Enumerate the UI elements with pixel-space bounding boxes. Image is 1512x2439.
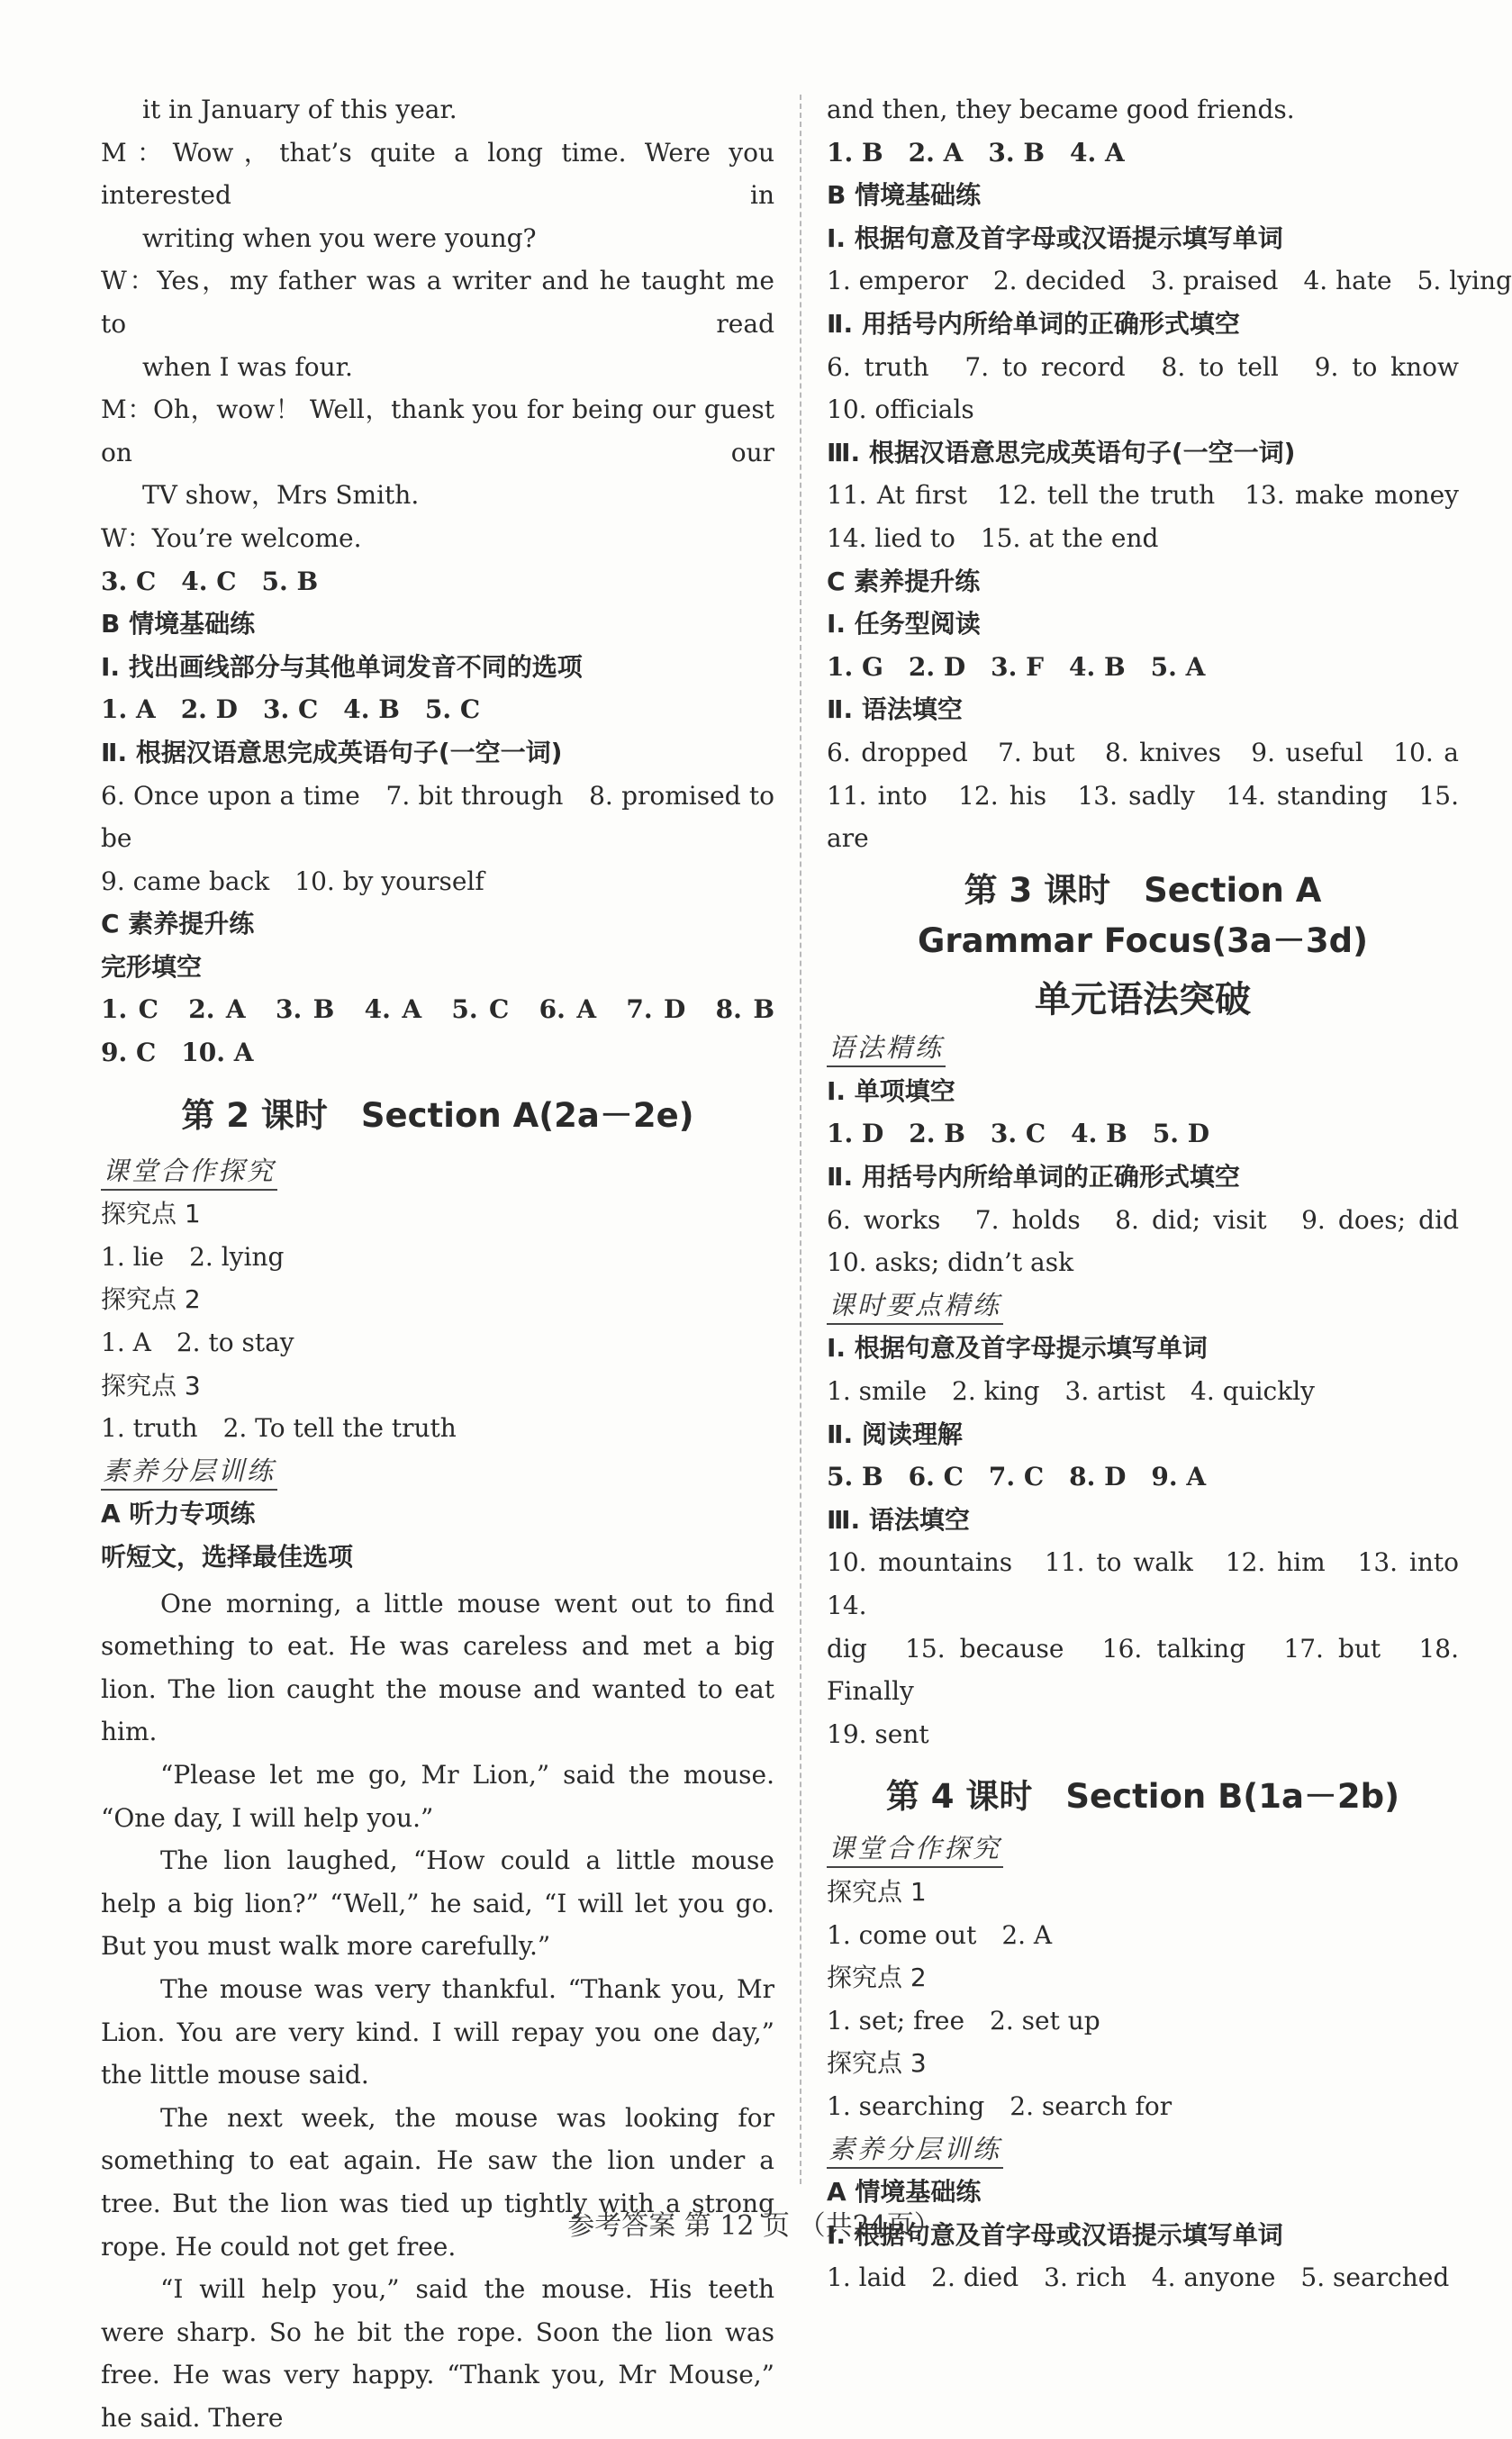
lesson-title: 第 4 课时 Section B(1a－2b): [885, 1777, 1400, 1817]
exercise-heading: Ⅰ. 任务型阅读: [827, 609, 981, 639]
text-line: 14. lied to 15. at the end: [827, 522, 1159, 553]
text-line: it in January of this year.: [142, 95, 457, 124]
point-label: 探究点 1: [827, 1876, 927, 1907]
answer-line: 1. G 2. D 3. F 4. B 5. A: [827, 651, 1206, 682]
text-line: W：Yes，my father was a writer and he taught me to read: [101, 266, 774, 339]
text-line: W：You’re welcome.: [101, 522, 362, 553]
section-heading: 素养分层训练: [101, 1453, 277, 1491]
exercise-heading: Ⅰ. 单项填空: [827, 1075, 955, 1106]
section-heading-row: [827, 1827, 1459, 1871]
point-label: 探究点 1: [101, 1199, 201, 1229]
exercise-heading: Ⅰ. 根据句意及首字母或汉语提示填写单词: [827, 2219, 1283, 2250]
text-line: 1. searching 2. search for: [827, 2090, 1172, 2121]
text-line: dig 15. because 16. talking 17. but 18. Finally: [827, 1633, 1459, 1707]
text-line: 6. dropped 7. but 8. knives 9. useful 10. a: [827, 737, 1459, 767]
lesson-title: Grammar Focus(3a－3d): [917, 920, 1369, 960]
answer-line: 9. C 10. A: [101, 1038, 254, 1068]
text-line: 6. works 7. holds 8. did; visit 9. does; did: [827, 1204, 1459, 1235]
exercise-heading: Ⅰ. 根据句意及首字母提示填写单词: [827, 1333, 1208, 1364]
passage-paragraph: “Please let me go, Mr Lion,” said the mouse. “One day, I will help you.”: [101, 1759, 774, 1833]
right-column: [827, 88, 1512, 2299]
answer-line: 1. D 2. B 3. C 4. B 5. D: [827, 1119, 1210, 1149]
text-line: 11. At first 12. tell the truth 13. make money: [827, 480, 1459, 511]
exercise-heading: Ⅰ. 根据句意及首字母或汉语提示填写单词: [827, 222, 1283, 253]
exercise-heading: A 听力专项练: [101, 1499, 256, 1529]
answer-line: 1. C 2. A 3. B 4. A 5. C 6. A 7. D 8. B: [101, 994, 774, 1025]
exercise-heading: Ⅱ. 用括号内所给单词的正确形式填空: [827, 1162, 1240, 1192]
text-line: TV show，Mrs Smith.: [142, 480, 420, 511]
exercise-heading: B 情境基础练: [827, 180, 982, 211]
left-column: [101, 88, 774, 2439]
section-heading-row: [101, 1450, 774, 1493]
exercise-heading: B 情境基础练: [101, 609, 256, 639]
lesson-title: 第 3 课时 Section A: [964, 870, 1322, 910]
section-heading-row: [827, 1284, 1459, 1328]
text-line: 1. lie 2. lying: [101, 1241, 285, 1272]
exercise-heading: Ⅱ. 用括号内所给单词的正确形式填空: [827, 308, 1240, 339]
exercise-heading: Ⅱ. 根据汉语意思完成英语句子(一空一词): [101, 737, 563, 767]
text-line: 1. set; free 2. set up: [827, 2005, 1100, 2036]
section-heading-row: [827, 2128, 1459, 2172]
text-line: 6. Once upon a time 7. bit through 8. promised to be: [101, 780, 774, 854]
answer-line: 1. B 2. A 3. B 4. A: [827, 137, 1125, 168]
exercise-heading: Ⅱ. 阅读理解: [827, 1419, 963, 1449]
exercise-heading: A 情境基础练: [827, 2177, 982, 2208]
unit-heading: 单元语法突破: [1035, 978, 1251, 1020]
passage-paragraph: The lion laughed, “How could a little mouse help a big lion?” “Well,” he said, “I will let you go. But you must walk more carefully.”: [101, 1845, 774, 1962]
text-line: writing when you were young?: [142, 222, 537, 253]
text-line: 1. emperor 2. decided 3. praised 4. hate 5. lying: [827, 266, 1512, 296]
exercise-heading: Ⅲ. 语法填空: [827, 1504, 970, 1535]
text-line: 11. into 12. his 13. sadly 14. standing 15. are: [827, 780, 1459, 854]
passage-paragraph: One morning, a little mouse went out to find something to eat. He was careless and met a big lion. The lion caught the mouse and wanted to eat him.: [101, 1588, 774, 1747]
passage-paragraph: The mouse was very thankful. “Thank you, Mr Lion. You are very kind. I will repay you one day,” the little mouse said.: [101, 1973, 774, 2090]
text-line: 10. asks; didn’t ask: [827, 1247, 1074, 1278]
answer-line: 5. B 6. C 7. C 8. D 9. A: [827, 1462, 1207, 1492]
exercise-heading: 完形填空: [101, 951, 203, 982]
text-line: 6. truth 7. to record 8. to tell 9. to know: [827, 351, 1459, 382]
text-line: 1. smile 2. king 3. artist 4. quickly: [827, 1376, 1315, 1407]
text-line: 9. came back 10. by yourself: [101, 866, 484, 896]
text-line: 1. A 2. to stay: [101, 1328, 294, 1358]
text-line: 1. truth 2. To tell the truth: [101, 1413, 457, 1444]
point-label: 探究点 3: [827, 2048, 927, 2079]
text-line: when I was four.: [142, 351, 353, 382]
passage-paragraph: “I will help you,” said the mouse. His teeth were sharp. So he bit the rope. Soon the lion was free. He was very happy. “Thank you, Mr Mouse,” he said. There: [101, 2274, 774, 2433]
section-heading: 素养分层训练: [827, 2131, 1003, 2169]
point-label: 探究点 2: [101, 1284, 201, 1315]
exercise-heading: Ⅰ. 找出画线部分与其他单词发音不同的选项: [101, 651, 583, 682]
page-footer: 参考答案 第 12 页 （共24页）: [567, 2210, 941, 2242]
text-line: M：Oh，wow！ Well，thank you for being our guest on our: [101, 394, 774, 467]
point-label: 探究点 3: [101, 1370, 201, 1401]
point-label: 探究点 2: [827, 1963, 927, 1993]
text-line: 10. mountains 11. to walk 12. him 13. into 14.: [827, 1547, 1485, 1620]
text-line: M：Wow，that’s quite a long time. Were you interested in: [101, 137, 774, 211]
section-heading-row: [827, 1027, 1459, 1070]
text-line: 1. come out 2. A: [827, 1919, 1053, 1950]
lesson-title: 第 2 课时 Section A(2a－2e): [181, 1095, 694, 1135]
text-line: 10. officials: [827, 394, 974, 425]
exercise-heading: Ⅱ. 语法填空: [827, 694, 963, 725]
exercise-heading: C 素养提升练: [827, 566, 981, 596]
exercise-heading: Ⅲ. 根据汉语意思完成英语句子(一空一词): [827, 437, 1296, 467]
exercise-heading: 听短文，选择最佳选项: [101, 1542, 354, 1572]
exercise-heading: C 素养提升练: [101, 909, 255, 939]
column-divider: [800, 95, 801, 2184]
section-heading: 课时要点精练: [827, 1287, 1003, 1325]
section-heading: 语法精练: [827, 1029, 946, 1067]
section-heading: 课堂合作探究: [101, 1153, 277, 1191]
section-heading-row: [101, 1150, 774, 1193]
section-heading: 课堂合作探究: [827, 1830, 1003, 1868]
text-line: and then, they became good friends.: [827, 95, 1295, 124]
answer-line: 3. C 4. C 5. B: [101, 566, 319, 596]
text-line: 1. laid 2. died 3. rich 4. anyone 5. searched: [827, 2262, 1450, 2293]
passage-paragraph: The next week, the mouse was looking for something to eat again. He saw the lion under a tree. But the lion was tied up tightly with a strong rope. He could not get free.: [101, 2102, 774, 2262]
text-line: 19. sent: [827, 1718, 929, 1749]
answer-line: 1. A 2. D 3. C 4. B 5. C: [101, 694, 481, 725]
